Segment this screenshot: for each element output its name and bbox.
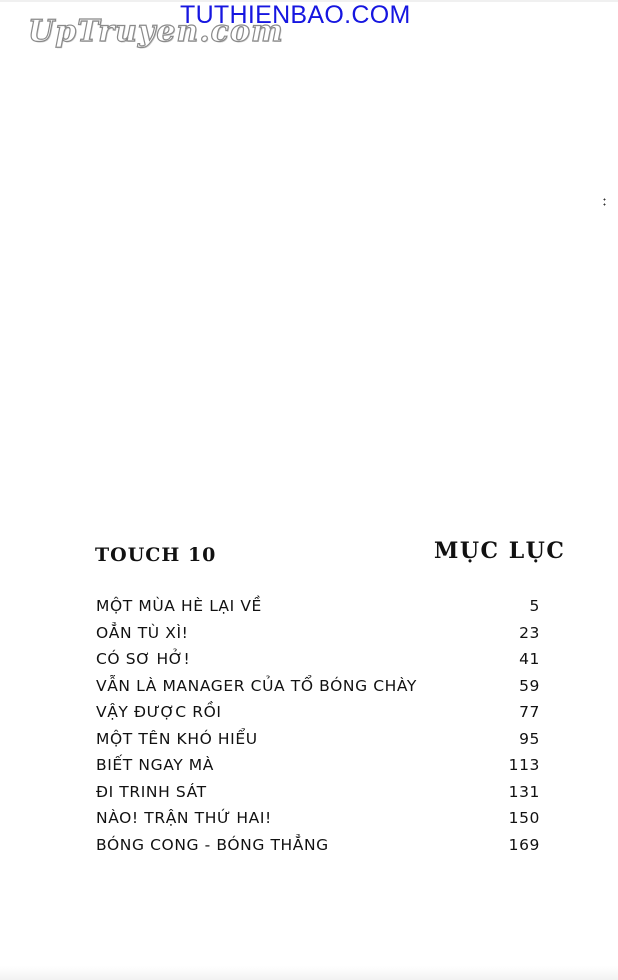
toc-entry (96, 752, 544, 779)
toc-entry-page: 59 (519, 676, 540, 695)
toc-entry-title: MỘT TÊN KHÓ HIỂU (96, 729, 258, 748)
tuthienbao-watermark: TUTHIENBAO.COM (180, 1, 411, 29)
uptruyen-watermark: UpTruyen.com (28, 14, 284, 49)
toc-entry-title: VẪN LÀ MANAGER CỦA TỔ BÓNG CHÀY (96, 676, 417, 695)
toc-entry-page: 113 (508, 756, 540, 774)
toc-entry-page: 41 (519, 650, 540, 668)
volume-title: TOUCH 10 (95, 544, 217, 566)
toc-entry (96, 620, 544, 647)
toc-entry-title: BÓNG CONG - BÓNG THẲNG (96, 835, 329, 854)
toc-entry-title: OẲN TÙ XÌ! (96, 623, 189, 642)
toc-entry-page: 23 (519, 623, 540, 642)
toc-entry-title: CÓ SƠ HỞ! (96, 650, 191, 668)
toc-entry-title: ĐI TRINH SÁT (96, 782, 207, 801)
toc-entry-title: BIẾT NGAY MÀ (96, 756, 214, 774)
toc-entry-page: 169 (508, 835, 540, 854)
scan-speck (603, 198, 606, 206)
toc-entry (96, 832, 544, 859)
toc-entry (96, 699, 544, 726)
toc-entry (96, 805, 544, 832)
toc-entry (96, 593, 544, 620)
toc-entry-title: MỘT MÙA HÈ LẠI VỀ (96, 597, 262, 615)
toc-entry-title: VẬY ĐƯỢC RỒI (96, 703, 222, 721)
toc-entry-page: 5 (529, 597, 540, 615)
toc-entry-page: 150 (508, 809, 540, 827)
table-of-contents (96, 593, 544, 858)
toc-entry-page: 77 (519, 703, 540, 721)
toc-entry (96, 779, 544, 806)
page-edge-bottom (0, 966, 618, 980)
toc-entry (96, 726, 544, 753)
toc-entry (96, 646, 544, 673)
toc-entry-title: NÀO! TRẬN THỨ HAI! (96, 809, 272, 827)
toc-heading: MỤC LỤC (434, 538, 566, 564)
toc-entry (96, 673, 544, 700)
toc-entry-page: 131 (508, 782, 540, 801)
toc-entry-page: 95 (519, 729, 540, 748)
